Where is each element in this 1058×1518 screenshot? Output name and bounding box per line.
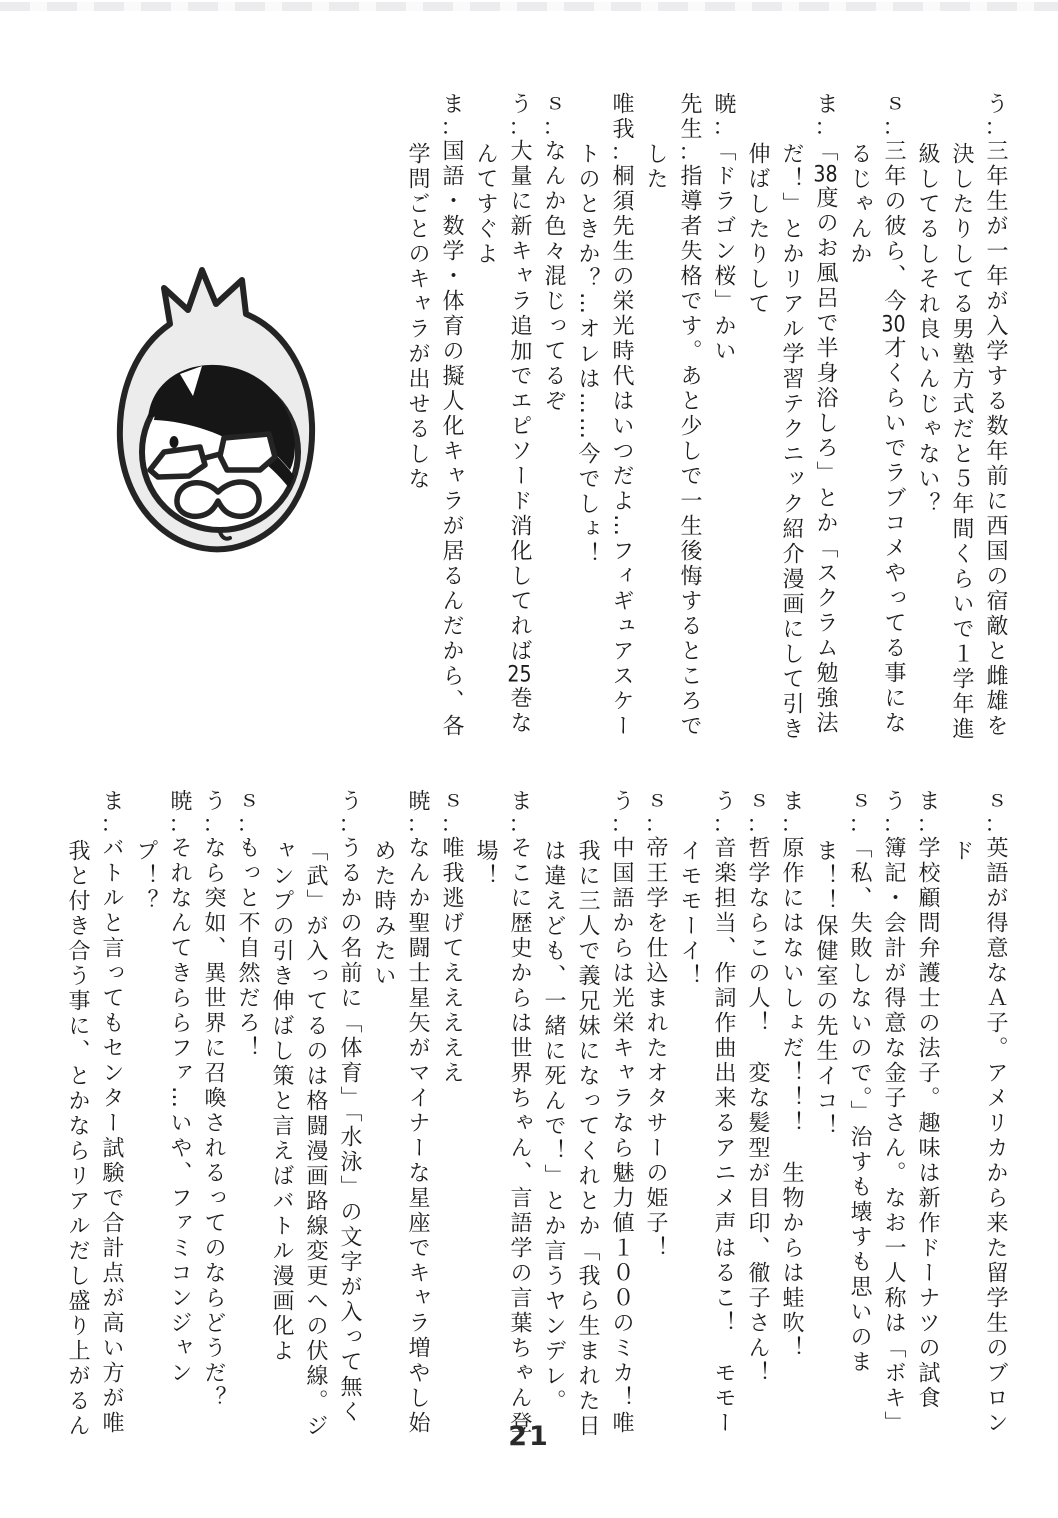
speaker-label: ま bbox=[439, 92, 464, 117]
line-text: 音楽担当、作詞作曲出来るアニメ声はるこ！ モモーイモモーイ！ bbox=[677, 836, 736, 1436]
speaker-label: ｓ bbox=[541, 92, 566, 117]
dialogue-line bbox=[230, 789, 264, 1444]
line-text: それなんてきららファ…いや、ファミコンジャンプ！？ bbox=[133, 836, 192, 1386]
dialogue-line bbox=[570, 92, 638, 747]
speaker-label: ま bbox=[99, 789, 124, 814]
eye-icon bbox=[170, 436, 179, 448]
dialogue-line bbox=[536, 92, 570, 747]
speaker-label: ま bbox=[813, 92, 838, 117]
dialogue-line bbox=[128, 789, 196, 1444]
speaker-separator: ： bbox=[984, 814, 1007, 836]
line-text: 「私、失敗しないので。」治すも壊すも思いのまま！！保健室の先生イコ！ bbox=[813, 836, 872, 1375]
dialogue-line bbox=[944, 789, 1012, 1444]
dialogue-line bbox=[60, 789, 128, 1444]
dialogue-line bbox=[468, 92, 536, 747]
dialogue-line bbox=[366, 789, 434, 1444]
line-text: 唯我逃げてえええええ bbox=[439, 836, 464, 1086]
speaker-label: ｓ bbox=[881, 92, 906, 117]
speaker-separator: ： bbox=[814, 117, 837, 139]
dialogue-block-top bbox=[400, 92, 1012, 747]
dialogue-line bbox=[400, 92, 468, 747]
line-text: バトルと言ってもセンター試験で合計点が高い方が唯我と付き合う事に、とかならリアルだし盛り上がるん bbox=[65, 836, 124, 1439]
speaker-separator: ： bbox=[712, 117, 735, 139]
dialogue-line bbox=[774, 789, 808, 1444]
line-text: そこに歴史からは世界ちゃん、言語学の言葉ちゃん登場！ bbox=[473, 836, 532, 1436]
line-text: なら突如、異世界に召喚されるってのならどうだ？ bbox=[201, 836, 226, 1411]
dialogue-line bbox=[434, 789, 468, 1444]
line-text: 学校顧問弁護士の法子。趣味は新作ドーナツの試食 bbox=[915, 836, 940, 1411]
line-text: 桐須先生の栄光時代はいつだよ…フィギュアスケートのときか？…オレは……今でしょ！ bbox=[575, 142, 634, 739]
speaker-label: う bbox=[507, 92, 532, 117]
line-text: 国語・数学・体育の擬人化キャラが居るんだから、各学問ごとのキャラが出せるしな bbox=[405, 139, 464, 739]
speaker-separator: ： bbox=[168, 814, 191, 836]
dialogue-line bbox=[536, 789, 638, 1444]
speaker-label: ｓ bbox=[643, 789, 668, 814]
speaker-label: 暁 bbox=[167, 789, 192, 814]
line-text: 英語が得意なＡ子。アメリカから来た留学生のブロンド bbox=[949, 836, 1008, 1436]
dialogue-line bbox=[842, 92, 910, 747]
speaker-separator: ： bbox=[542, 117, 565, 139]
speaker-separator: ： bbox=[882, 814, 905, 836]
dialogue-line bbox=[740, 92, 842, 747]
speaker-separator: ： bbox=[610, 814, 633, 836]
speaker-label: う bbox=[609, 789, 634, 814]
speaker-label: ｓ bbox=[439, 789, 464, 814]
line-text: 指導者失格です。あと少しで一生後悔するところでした bbox=[643, 142, 702, 739]
line-text: うるかの名前に「体育」「水泳」の文字が入って無く「武」が入ってるのは格闘漫画路線変更への伏線。ジャンプの引き伸ばし策と言えばバトル漫画化よ bbox=[269, 836, 362, 1439]
speaker-separator: ： bbox=[882, 117, 905, 139]
speaker-label: う bbox=[337, 789, 362, 814]
speaker-separator: ： bbox=[440, 814, 463, 836]
speaker-separator: ： bbox=[100, 814, 123, 836]
speaker-separator: ： bbox=[406, 814, 429, 836]
line-text: 哲学ならこの人！ 変な髪型が目印、徹子さん！ bbox=[745, 836, 770, 1386]
line-text: 帝王学を仕込まれたオタサーの姫子！ bbox=[643, 836, 668, 1261]
speaker-separator: ： bbox=[984, 117, 1007, 139]
speaker-label: ｓ bbox=[983, 789, 1008, 814]
speaker-label: ｓ bbox=[745, 789, 770, 814]
dialogue-line bbox=[706, 92, 740, 747]
dialogue-line bbox=[638, 92, 706, 747]
speaker-separator: ： bbox=[678, 142, 701, 164]
dialogue-line bbox=[638, 789, 672, 1444]
line-text: なんか聖闘士星矢がマイナーな星座でキャラ増やし始めた時みたい bbox=[371, 836, 430, 1436]
speaker-separator: ： bbox=[202, 814, 225, 836]
speaker-separator: ： bbox=[712, 814, 735, 836]
scan-edge-artifact bbox=[0, 2, 1058, 11]
speaker-label: う bbox=[201, 789, 226, 814]
line-text: 原作にはないしょだ！！！ 生物からは蛙吹！ bbox=[779, 836, 804, 1361]
speaker-separator: ： bbox=[916, 814, 939, 836]
speaker-separator: ： bbox=[780, 814, 803, 836]
dialogue-line bbox=[876, 789, 910, 1444]
dialogue-line bbox=[468, 789, 536, 1444]
speaker-separator: ： bbox=[236, 814, 259, 836]
line-text: 三年生が一年が入学する数年前に西国の宿敵と雌雄を決したりしてる男塾方式だと５年間くらいで１学年進級してるしそれ良いんじゃない？ bbox=[915, 139, 1008, 742]
speaker-label: ｓ bbox=[235, 789, 260, 814]
speaker-label: う bbox=[881, 789, 906, 814]
speaker-separator: ： bbox=[440, 117, 463, 139]
line-text: 「38度のお風呂で半身浴しろ」とか「スクラム勉強法だ！」とかリアル学習テクニック紹介漫画にして引き伸ばしたりして bbox=[745, 139, 838, 742]
dialogue-line bbox=[196, 789, 230, 1444]
dialogue-line bbox=[910, 92, 1012, 747]
speaker-label: ｓ bbox=[847, 789, 872, 814]
line-text: 大量に新キャラ追加でエピソード消化してれば25巻なんてすぐよ bbox=[473, 139, 532, 736]
speaker-separator: ： bbox=[848, 814, 871, 836]
dialogue-line bbox=[910, 789, 944, 1444]
dialogue-block-bottom bbox=[60, 789, 1012, 1444]
line-text: 「ドラゴン桜」かい bbox=[711, 139, 736, 364]
speaker-separator: ： bbox=[746, 814, 769, 836]
speaker-label: ま bbox=[507, 789, 532, 814]
speaker-separator: ： bbox=[610, 142, 633, 164]
page-number: 21 bbox=[508, 1421, 550, 1452]
speaker-label: う bbox=[983, 92, 1008, 117]
line-text: なんか色々混じってるぞ bbox=[541, 139, 566, 414]
line-text: 中国語からは光栄キャラなら魅力値１００のミカ！唯我に三人で義兄妹になってくれとか「我ら生まれた日は違えども、一緒に死んで！」とか言うヤンデレ。 bbox=[541, 836, 634, 1439]
speaker-separator: ： bbox=[644, 814, 667, 836]
speaker-label: 唯我 bbox=[609, 92, 634, 142]
dialogue-line bbox=[740, 789, 774, 1444]
speaker-separator: ： bbox=[508, 117, 531, 139]
line-text: もっと不自然だろ！ bbox=[235, 836, 260, 1061]
speaker-label: 先生 bbox=[677, 92, 702, 142]
speaker-label: 暁 bbox=[711, 92, 736, 117]
line-text: 簿記・会計が得意な金子さん。なお一人称は「ボキ」 bbox=[881, 836, 906, 1436]
dialogue-line bbox=[808, 789, 876, 1444]
speaker-label: う bbox=[711, 789, 736, 814]
speaker-label: 暁 bbox=[405, 789, 430, 814]
mustache-face-doodle-illustration bbox=[96, 246, 336, 572]
speaker-label: ま bbox=[915, 789, 940, 814]
line-text: 三年の彼ら、今30才くらいでラブコメやってる事になるじゃんか bbox=[847, 139, 906, 736]
speaker-separator: ： bbox=[338, 814, 361, 836]
speaker-separator: ： bbox=[508, 814, 531, 836]
speaker-label: ま bbox=[779, 789, 804, 814]
dialogue-line bbox=[672, 789, 740, 1444]
dialogue-line bbox=[264, 789, 366, 1444]
